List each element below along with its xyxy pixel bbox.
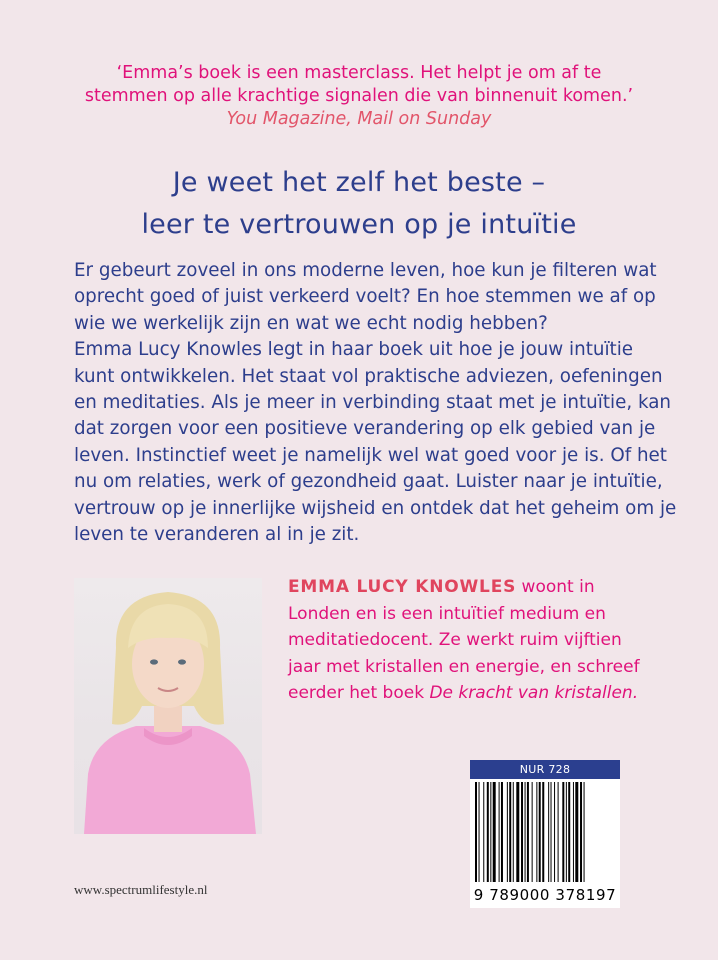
blurb-line: leven. Instinctief weet je namelijk wel wat goed voor je is. Of het: [74, 444, 667, 466]
barcode-bar: [483, 782, 484, 882]
author-bio: [288, 574, 648, 707]
quote-line-1: ‘Emma’s boek is een masterclass. Het helpt je om af te: [116, 63, 602, 83]
blurb-line: kunt ontwikkelen. Het staat vol praktische adviezen, oefeningen: [74, 365, 663, 387]
bio-line-1: [288, 574, 648, 601]
headline-line-1: Je weet het zelf het beste –: [172, 167, 546, 198]
blurb-line: oprecht goed of juist verkeerd voelt? En hoe stemmen we af op: [74, 286, 656, 308]
barcode-bar: [501, 782, 503, 882]
barcode-bar: [490, 782, 491, 882]
bio-line-3: meditatiedocent. Ze werkt ruim vijftien: [288, 630, 622, 650]
barcode-bar: [568, 782, 570, 882]
author-name: EMMA LUCY KNOWLES: [288, 577, 517, 597]
blurb-line: nu om relaties, werk of gezondheid gaat. Luister naar je intuïtie,: [74, 471, 663, 493]
blurb-line: en meditaties. Als je meer in verbinding staat met je intuïtie, kan: [74, 392, 672, 414]
headline: [0, 162, 718, 246]
publisher-url: www.spectrumlifestyle.nl: [74, 882, 208, 897]
barcode-bar: [580, 782, 582, 882]
nur-label: NUR 728: [470, 760, 620, 779]
barcode-bar: [548, 782, 549, 882]
book-title: De kracht van kristallen.: [429, 683, 639, 703]
bio-line-5: [288, 680, 648, 707]
bio-line-2: Londen en is een intuïtief medium en: [288, 603, 606, 624]
bio-line-1-rest: woont in: [516, 577, 595, 597]
barcode-bar: [562, 782, 564, 882]
barcode-bar: [584, 782, 585, 882]
barcode-bar: [536, 782, 537, 882]
blurb-line: wie we werkelijk zijn en wat we echt nodig hebben?: [74, 312, 548, 334]
barcode-bar: [573, 782, 574, 882]
barcode-bar: [566, 782, 567, 882]
barcode-icon: [475, 782, 615, 884]
barcode-bar: [575, 782, 578, 882]
barcode-bar: [532, 782, 533, 882]
barcode-bar: [551, 782, 552, 882]
author-portrait-illustration: [74, 578, 262, 834]
headline-line-2: leer te vertrouwen op je intuïtie: [141, 209, 577, 240]
barcode-bar: [554, 782, 555, 882]
barcode-bar: [558, 782, 559, 882]
blurb-line: Er gebeurt zoveel in ons moderne leven, hoe kun je filteren wat: [74, 260, 657, 281]
quote-source: You Magazine, Mail on Sunday: [226, 109, 492, 129]
blurb-line: vertrouw op je innerlijke wijsheid en ontdek dat het geheim om je: [74, 497, 677, 519]
barcode-bar: [479, 782, 480, 882]
barcode-bar: [527, 782, 529, 882]
barcode-bar: [509, 782, 511, 882]
barcode-bar: [475, 782, 477, 882]
barcode-bar: [516, 782, 519, 882]
blurb-line: Emma Lucy Knowles legt in haar boek uit hoe je jouw intuïtie: [74, 339, 634, 361]
bio-line-5-prefix: eerder het boek: [288, 683, 430, 703]
barcode-bar: [542, 782, 544, 882]
quote-line-2: stemmen op alle krachtige signalen die van binnenuit komen.’: [84, 86, 634, 106]
barcode-bar: [507, 782, 508, 882]
blurb-line: leven te veranderen al in je zit.: [74, 524, 360, 546]
bio-line-4: jaar met kristallen en energie, en schreef: [288, 656, 640, 677]
barcode-bar: [499, 782, 500, 882]
barcode-bar: [525, 782, 526, 882]
barcode-block: [470, 760, 620, 908]
blurb-line: dat zorgen voor een positieve verandering op elk gebied van je: [74, 418, 656, 440]
isbn-number: 9 789000 378197: [473, 886, 617, 904]
barcode-bar: [513, 782, 514, 882]
author-photo: [74, 578, 262, 834]
review-quote: [0, 62, 718, 131]
barcode-bar: [521, 782, 523, 882]
barcode-bar: [539, 782, 541, 882]
barcode-bar: [487, 782, 489, 882]
blurb: [74, 258, 677, 548]
barcode-bar: [493, 782, 496, 882]
